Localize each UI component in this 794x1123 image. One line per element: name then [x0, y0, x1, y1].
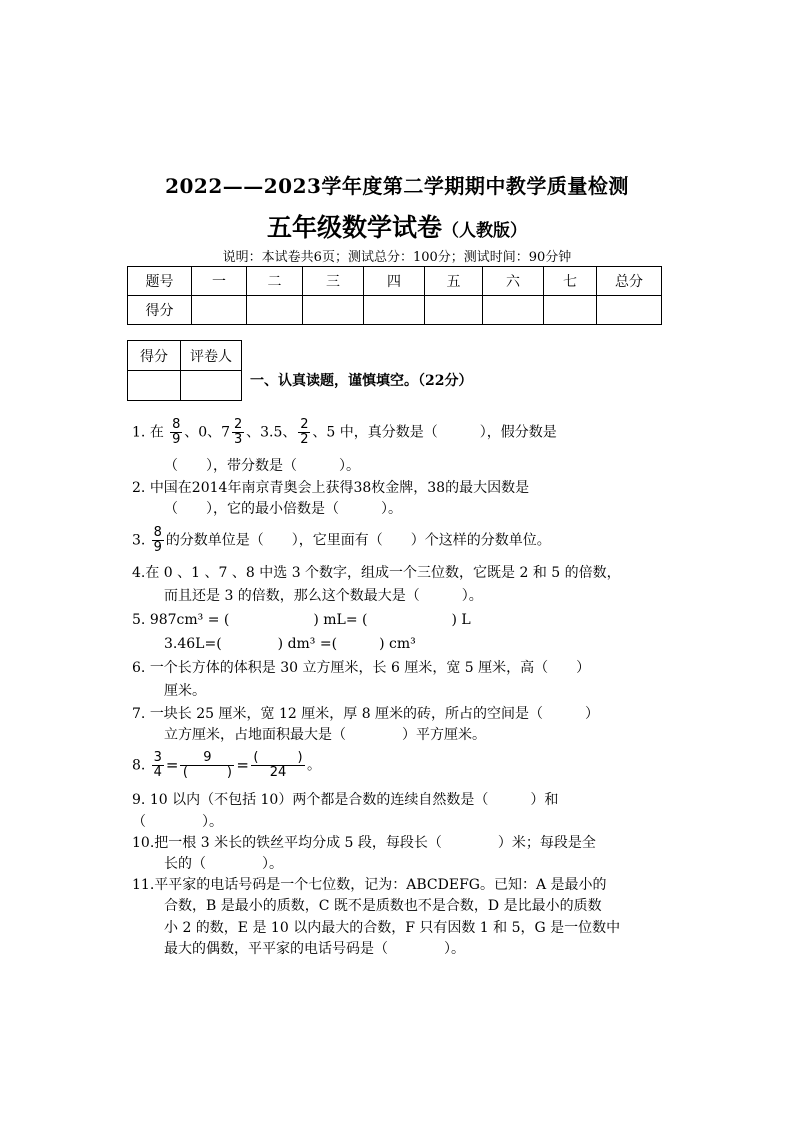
- question-number: 3.: [132, 532, 146, 549]
- question-8: [132, 751, 321, 780]
- question-number: 9.: [132, 792, 146, 808]
- question-11: [132, 875, 607, 896]
- score-table: [127, 266, 662, 325]
- question-number: 11.: [132, 877, 155, 893]
- question-number: 4.: [132, 565, 146, 581]
- numerator: 9: [180, 751, 234, 766]
- grader-name-label: 评卷人: [181, 341, 242, 371]
- numerator: 3: [153, 750, 162, 765]
- question-number: 5.: [132, 612, 146, 628]
- question-text: 。: [306, 757, 321, 774]
- question-text: 一块长 25 厘米，宽 12 厘米，厚 8 厘米的砖，所占的空间是（ ）: [149, 706, 600, 722]
- question-6: [132, 658, 590, 679]
- fraction: [298, 418, 310, 447]
- numerator: 8: [172, 417, 181, 432]
- question-5-line-2: 3.46L=( ) dm³ =( ) cm³: [164, 636, 416, 652]
- score-blank[interactable]: [483, 296, 544, 325]
- question-text: 平平家的电话号码是一个七位数，记为：ABCDEFG。已知：A 是最小的: [154, 877, 607, 893]
- score-table-cell: 五: [425, 267, 483, 296]
- score-table-cell: 四: [364, 267, 425, 296]
- question-text: 把一根 3 米长的铁丝平均分成 5 段，每段长（ ）米；每段是全: [154, 835, 596, 851]
- fraction: [251, 751, 305, 780]
- question-text: 一个长方体的体积是 30 立方厘米，长 6 厘米，宽 5 厘米，高（ ）: [149, 660, 591, 676]
- score-table-cell: 三: [303, 267, 364, 296]
- score-blank[interactable]: [364, 296, 425, 325]
- question-10-line-2: 长的（ ）。: [164, 856, 283, 872]
- question-text: 、3.5、: [246, 424, 297, 441]
- score-blank[interactable]: [597, 296, 662, 325]
- question-10: [132, 833, 596, 854]
- score-table-cell: 题号: [128, 267, 192, 296]
- question-11-line-3: 小 2 的数，E 是 10 以内最大的合数，F 只有因数 1 和 5，G 是一位数中: [164, 920, 621, 936]
- score-table-cell: 总分: [597, 267, 662, 296]
- grader-name-blank[interactable]: [181, 371, 242, 401]
- score-blank[interactable]: [303, 296, 364, 325]
- question-1-line-2: （ ），带分数是（ ）。: [164, 458, 360, 474]
- exam-note: 说明：本试卷共6页；测试总分：100分；测试时间：90分钟: [222, 250, 572, 265]
- question-9: [132, 790, 558, 811]
- question-number: 10.: [132, 835, 155, 851]
- fraction: [180, 751, 234, 780]
- question-11-line-4: 最大的偶数，平平家的电话号码是（ ）。: [164, 941, 465, 957]
- score-table-cell: 二: [247, 267, 303, 296]
- grader-score-blank[interactable]: [128, 371, 181, 401]
- question-text: 10 以内（不包括 10）两个都是合数的连续自然数是（ ）和: [149, 792, 559, 808]
- question-7: [132, 704, 599, 725]
- score-label: 得分: [128, 296, 192, 325]
- score-table-cell: 六: [483, 267, 544, 296]
- denominator: 24: [269, 765, 287, 780]
- question-text: 、5 中，真分数是（ ），假分数是: [312, 424, 557, 441]
- denominator: 3: [233, 432, 243, 447]
- question-3: [132, 526, 551, 555]
- subtitle-edition: （人教版）: [442, 221, 527, 241]
- question-text: 中国在2014年南京青奥会上获得38枚金牌，38的最大因数是: [149, 480, 530, 496]
- score-blank[interactable]: [247, 296, 303, 325]
- fraction: [170, 418, 182, 447]
- exam-subtitle: [0, 208, 794, 244]
- question-2: [132, 478, 529, 499]
- grader-score-label: 得分: [128, 341, 181, 371]
- question-text: 在: [149, 424, 164, 441]
- exam-title: 2022——2023学年度第二学期期中教学质量检测: [165, 174, 629, 198]
- question-text: 在 0 、1 、7 、8 中选 3 个数字，组成一个三位数，它既是 2 和 5 的倍数，: [145, 565, 621, 581]
- score-table-header-row: [128, 267, 662, 296]
- score-table-cell: 七: [544, 267, 597, 296]
- numerator: 2: [300, 417, 309, 432]
- question-number: 8.: [132, 757, 146, 774]
- question-4: [132, 563, 621, 584]
- question-4-line-2: 而且还是 3 的倍数，那么这个数最大是（ ）。: [164, 588, 483, 604]
- denominator: 2: [300, 432, 309, 447]
- question-number: 2.: [132, 480, 146, 496]
- score-blank[interactable]: [192, 296, 247, 325]
- fraction: [152, 751, 164, 780]
- numerator-blank[interactable]: ( ): [251, 751, 305, 766]
- question-text: 987cm³ = ( ) mL= ( ) L: [149, 612, 471, 628]
- score-blank[interactable]: [544, 296, 597, 325]
- denominator: 9: [172, 432, 181, 447]
- score-table-score-row: [128, 296, 662, 325]
- question-text: 的分数单位是（ ），它里面有（ ）个这样的分数单位。: [165, 532, 551, 549]
- numerator: 2: [233, 417, 243, 432]
- denominator-blank[interactable]: ( ): [182, 765, 232, 780]
- numerator: 8: [153, 525, 162, 540]
- question-number: 6.: [132, 660, 146, 676]
- question-6-line-2: 厘米。: [164, 683, 206, 699]
- question-number: 1.: [132, 424, 146, 441]
- question-number: 7.: [132, 706, 146, 722]
- denominator: 4: [153, 765, 162, 780]
- score-blank[interactable]: [425, 296, 483, 325]
- fraction: [232, 418, 244, 447]
- fraction: [152, 526, 164, 555]
- equals-sign: =: [236, 756, 249, 774]
- question-text: 、0、7: [184, 424, 231, 441]
- denominator: 9: [153, 540, 162, 555]
- question-11-line-2: 合数，B 是最小的质数，C 既不是质数也不是合数，D 是比最小的质数: [164, 898, 602, 914]
- question-5: [132, 610, 471, 631]
- grader-box: [127, 340, 242, 401]
- question-2-line-2: （ ），它的最小倍数是（ ）。: [164, 501, 402, 517]
- question-1: [132, 418, 557, 447]
- subtitle-main: 五年级数学试卷: [266, 213, 442, 242]
- equals-sign: =: [165, 756, 179, 774]
- question-7-line-2: 立方厘米，占地面积最大是（ ）平方厘米。: [164, 727, 486, 743]
- section-1-title: 一、认真读题，谨慎填空。（22分）: [250, 373, 473, 389]
- question-9-line-2: （ ）。: [132, 814, 223, 830]
- score-table-cell: 一: [192, 267, 247, 296]
